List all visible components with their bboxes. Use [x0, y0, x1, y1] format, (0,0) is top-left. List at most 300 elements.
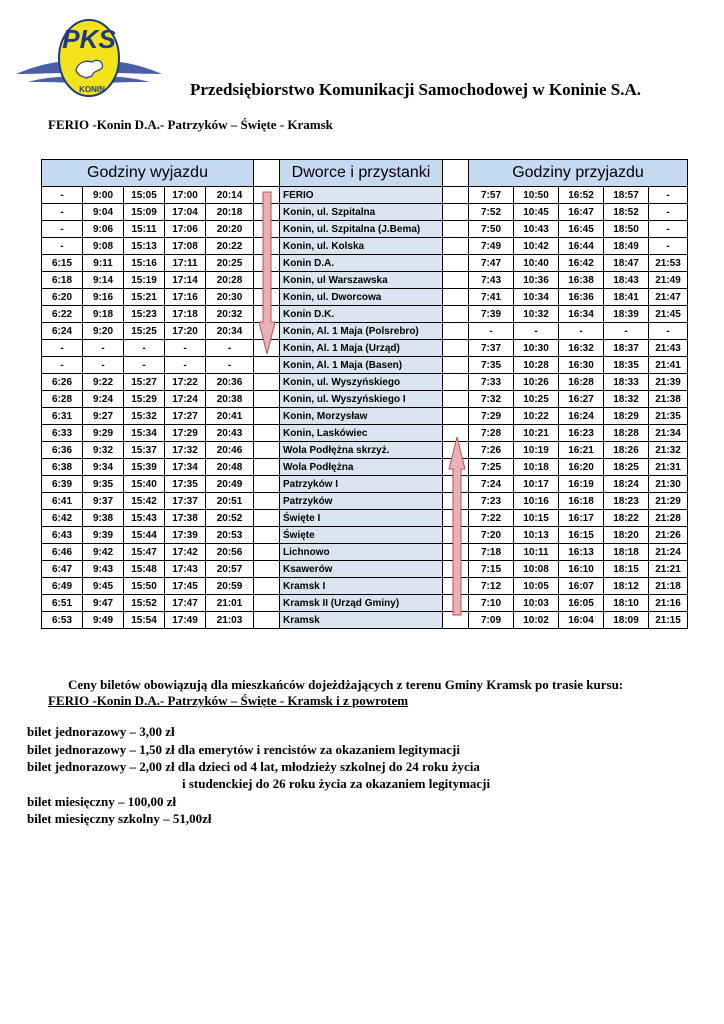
departure-time: 17:04	[165, 204, 206, 221]
departure-time: 9:34	[83, 459, 124, 476]
departure-time: 6:42	[42, 510, 83, 527]
arrival-time: 10:32	[514, 306, 559, 323]
departure-time: 15:09	[124, 204, 165, 221]
arrow-gap-left	[254, 306, 280, 323]
departure-time: -	[42, 238, 83, 255]
departure-time: 20:36	[206, 374, 254, 391]
arrival-time: 21:29	[649, 493, 688, 510]
departure-time: 17:43	[165, 561, 206, 578]
stop-name: Konin, Laskówiec	[280, 425, 443, 442]
stop-name: Konin, ul. Szpitalna	[280, 204, 443, 221]
ticket-price-monthly-school: bilet miesięczny szkolny – 51,00zł	[27, 811, 212, 826]
arrival-time: 18:50	[604, 221, 649, 238]
departure-time: 9:32	[83, 442, 124, 459]
arrow-gap-left	[254, 476, 280, 493]
arrow-gap-left	[254, 578, 280, 595]
departure-time: 15:52	[124, 595, 165, 612]
arrival-time: 7:41	[469, 289, 514, 306]
table-row	[42, 221, 688, 238]
arrival-time: 10:50	[514, 187, 559, 204]
prices-intro: Ceny biletów obowiązują dla mieszkańców dojeżdżających z terenu Gminy Kramsk po trasie kursu:	[68, 677, 624, 692]
departure-time: 20:53	[206, 527, 254, 544]
arrival-time: 10:21	[514, 425, 559, 442]
table-row	[42, 374, 688, 391]
arrival-header: Godziny przyjazdu	[469, 160, 688, 187]
arrival-time: 7:57	[469, 187, 514, 204]
arrival-time: 7:26	[469, 442, 514, 459]
arrival-time: 18:23	[604, 493, 649, 510]
arrow-gap-left	[254, 340, 280, 357]
arrival-time: 21:24	[649, 544, 688, 561]
departure-time: 9:18	[83, 306, 124, 323]
arrow-gap-right	[443, 459, 469, 476]
stop-name: Wola Podłężna skrzyż.	[280, 442, 443, 459]
arrival-time: 16:07	[559, 578, 604, 595]
departure-time: 20:59	[206, 578, 254, 595]
arrow-gap-right	[443, 289, 469, 306]
arrival-time: -	[649, 187, 688, 204]
departure-time: 9:35	[83, 476, 124, 493]
arrival-time: 21:21	[649, 561, 688, 578]
departure-time: 17:14	[165, 272, 206, 289]
arrow-gap-left	[254, 527, 280, 544]
arrival-time: 10:34	[514, 289, 559, 306]
arrival-time: 21:45	[649, 306, 688, 323]
departure-time: 17:29	[165, 425, 206, 442]
arrival-time: 10:03	[514, 595, 559, 612]
arrow-gap-left	[254, 204, 280, 221]
arrival-time: 18:39	[604, 306, 649, 323]
arrow-gap-left	[254, 612, 280, 629]
departure-time: 6:46	[42, 544, 83, 561]
arrival-time: 18:35	[604, 357, 649, 374]
table-row	[42, 391, 688, 408]
departure-time: 9:20	[83, 323, 124, 340]
arrival-time: 16:21	[559, 442, 604, 459]
table-row	[42, 612, 688, 629]
arrival-time: 18:25	[604, 459, 649, 476]
stop-name: Patrzyków	[280, 493, 443, 510]
arrow-gap-right	[443, 357, 469, 374]
table-row	[42, 442, 688, 459]
arrival-time: 21:16	[649, 595, 688, 612]
arrow-gap-right	[443, 425, 469, 442]
table-row	[42, 561, 688, 578]
table-row	[42, 255, 688, 272]
arrival-time: 18:43	[604, 272, 649, 289]
arrival-time: 10:26	[514, 374, 559, 391]
departure-time: 6:41	[42, 493, 83, 510]
arrival-time: 21:30	[649, 476, 688, 493]
departure-time: 15:34	[124, 425, 165, 442]
logo-subtext: KONIN	[79, 85, 105, 94]
arrow-gap-right	[443, 612, 469, 629]
departure-time: 15:13	[124, 238, 165, 255]
departure-time: 17:06	[165, 221, 206, 238]
arrival-time: 16:52	[559, 187, 604, 204]
departure-time: 9:08	[83, 238, 124, 255]
departure-time: 9:14	[83, 272, 124, 289]
departure-time: 9:42	[83, 544, 124, 561]
departure-time: 20:34	[206, 323, 254, 340]
departure-time: -	[42, 187, 83, 204]
arrival-time: -	[649, 323, 688, 340]
departure-time: 9:04	[83, 204, 124, 221]
arrival-time: 10:19	[514, 442, 559, 459]
stop-name: Konin, Morzysław	[280, 408, 443, 425]
arrow-gap-left	[254, 272, 280, 289]
departure-time: 21:03	[206, 612, 254, 629]
arrow-gap-right	[443, 442, 469, 459]
departure-time: 6:31	[42, 408, 83, 425]
arrow-gap-right	[443, 323, 469, 340]
arrow-gap-right	[443, 221, 469, 238]
stop-name: Kramsk II (Urząd Gminy)	[280, 595, 443, 612]
arrival-time: 18:12	[604, 578, 649, 595]
arrow-gap-left	[254, 238, 280, 255]
departure-time: 15:25	[124, 323, 165, 340]
departure-time: 9:27	[83, 408, 124, 425]
departure-time: 6:24	[42, 323, 83, 340]
departure-time: 15:44	[124, 527, 165, 544]
arrival-time: 10:25	[514, 391, 559, 408]
departure-time: 9:06	[83, 221, 124, 238]
departure-time: 9:29	[83, 425, 124, 442]
arrival-time: -	[604, 323, 649, 340]
arrival-time: 10:11	[514, 544, 559, 561]
arrival-time: 18:28	[604, 425, 649, 442]
departure-time: 6:38	[42, 459, 83, 476]
arrival-time: -	[649, 238, 688, 255]
departure-time: 17:00	[165, 187, 206, 204]
arrival-time: 10:18	[514, 459, 559, 476]
arrival-time: 21:32	[649, 442, 688, 459]
arrival-time: 16:05	[559, 595, 604, 612]
table-row	[42, 459, 688, 476]
departure-time: 15:43	[124, 510, 165, 527]
arrival-time: -	[649, 204, 688, 221]
arrival-time: 10:15	[514, 510, 559, 527]
departure-time: 15:16	[124, 255, 165, 272]
arrow-gap-left	[254, 187, 280, 204]
arrow-gap-right	[443, 391, 469, 408]
stop-name: Lichnowo	[280, 544, 443, 561]
arrival-time: 18:29	[604, 408, 649, 425]
arrival-time: 16:24	[559, 408, 604, 425]
arrival-time: 18:24	[604, 476, 649, 493]
departure-time: 6:47	[42, 561, 83, 578]
departure-time: -	[42, 340, 83, 357]
arrival-time: 16:20	[559, 459, 604, 476]
arrival-time: 10:08	[514, 561, 559, 578]
departure-time: 20:20	[206, 221, 254, 238]
arrival-time: 7:12	[469, 578, 514, 595]
departure-time: 20:43	[206, 425, 254, 442]
arrival-time: 10:17	[514, 476, 559, 493]
stop-name: Konin, ul. Kolska	[280, 238, 443, 255]
departure-time: 20:41	[206, 408, 254, 425]
departure-time: 6:49	[42, 578, 83, 595]
arrival-time: 16:27	[559, 391, 604, 408]
departure-time: 17:47	[165, 595, 206, 612]
arrival-time: 16:10	[559, 561, 604, 578]
arrival-time: 16:45	[559, 221, 604, 238]
departure-time: 17:39	[165, 527, 206, 544]
arrival-time: 16:19	[559, 476, 604, 493]
table-row	[42, 340, 688, 357]
departure-time: 9:16	[83, 289, 124, 306]
departure-time: 20:30	[206, 289, 254, 306]
arrival-time: 21:18	[649, 578, 688, 595]
departure-time: 6:39	[42, 476, 83, 493]
arrow-gap-right	[443, 272, 469, 289]
arrow-gap-right	[443, 476, 469, 493]
departure-time: 6:43	[42, 527, 83, 544]
arrival-time: 7:15	[469, 561, 514, 578]
departure-time: 15:21	[124, 289, 165, 306]
arrival-time: 7:50	[469, 221, 514, 238]
pks-konin-logo	[14, 18, 164, 100]
arrow-gap-left	[254, 442, 280, 459]
company-name: Przedsiębiorstwo Komunikacji Samochodowej w Koninie S.A.	[190, 80, 641, 99]
arrow-gap-right	[443, 306, 469, 323]
stop-name: Konin, Al. 1 Maja (Polsrebro)	[280, 323, 443, 340]
table-row	[42, 238, 688, 255]
table-row	[42, 544, 688, 561]
departure-time: 15:50	[124, 578, 165, 595]
arrival-time: 18:20	[604, 527, 649, 544]
arrival-time: 21:43	[649, 340, 688, 357]
arrival-time: 10:43	[514, 221, 559, 238]
departure-time: 20:48	[206, 459, 254, 476]
departure-time: 20:46	[206, 442, 254, 459]
arrow-gap-right	[443, 187, 469, 204]
ticket-price-youth-cont: i studenckiej do 26 roku życia za okazaniem legitymacji	[182, 776, 491, 791]
arrival-time: 18:37	[604, 340, 649, 357]
stop-name: Konin, ul. Dworcowa	[280, 289, 443, 306]
departure-time: -	[42, 204, 83, 221]
arrow-gap-right	[443, 578, 469, 595]
arrival-time: 21:39	[649, 374, 688, 391]
arrival-time: 10:36	[514, 272, 559, 289]
arrow-gap-left	[254, 595, 280, 612]
departure-time: 6:33	[42, 425, 83, 442]
arrival-time: 16:44	[559, 238, 604, 255]
arrival-time: 16:17	[559, 510, 604, 527]
arrow-gap-left	[254, 561, 280, 578]
arrow-gap-left	[254, 374, 280, 391]
departure-time: 15:11	[124, 221, 165, 238]
departure-time: 20:28	[206, 272, 254, 289]
ticket-price-monthly: bilet miesięczny – 100,00 zł	[27, 794, 177, 809]
departure-time: 20:22	[206, 238, 254, 255]
arrival-time: 7:18	[469, 544, 514, 561]
departure-time: 17:34	[165, 459, 206, 476]
arrow-gap-left	[254, 255, 280, 272]
arrival-time: 16:42	[559, 255, 604, 272]
departure-time: 9:49	[83, 612, 124, 629]
departure-time: 17:35	[165, 476, 206, 493]
arrival-time: 10:45	[514, 204, 559, 221]
arrival-time: 16:36	[559, 289, 604, 306]
departure-time: -	[165, 357, 206, 374]
departure-time: 20:18	[206, 204, 254, 221]
departure-time: 20:57	[206, 561, 254, 578]
departure-time: 21:01	[206, 595, 254, 612]
table-row	[42, 272, 688, 289]
stop-name: FERIO	[280, 187, 443, 204]
arrow-gap-right	[443, 527, 469, 544]
table-row	[42, 510, 688, 527]
departure-time: -	[42, 357, 83, 374]
departure-time: -	[83, 357, 124, 374]
table-row	[42, 323, 688, 340]
arrow-gap-left	[254, 425, 280, 442]
departure-header: Godziny wyjazdu	[42, 160, 254, 187]
arrival-time: 18:22	[604, 510, 649, 527]
departure-time: 20:51	[206, 493, 254, 510]
arrival-time: 21:41	[649, 357, 688, 374]
arrow-gap-right	[443, 408, 469, 425]
departure-time: -	[124, 340, 165, 357]
stops-header: Dworce i przystanki	[280, 160, 443, 187]
stop-name: Konin, ul. Wyszyńskiego I	[280, 391, 443, 408]
departure-time: -	[83, 340, 124, 357]
arrow-gap-right	[443, 204, 469, 221]
arrival-time: 18:15	[604, 561, 649, 578]
arrow-gap-left	[254, 510, 280, 527]
table-row	[42, 476, 688, 493]
arrow-gap-left	[254, 408, 280, 425]
departure-time: 9:38	[83, 510, 124, 527]
stop-name: Konin, ul. Wyszyńskiego	[280, 374, 443, 391]
departure-time: 9:43	[83, 561, 124, 578]
departure-time: 6:26	[42, 374, 83, 391]
departure-time: 15:40	[124, 476, 165, 493]
table-row	[42, 204, 688, 221]
departure-time: 15:37	[124, 442, 165, 459]
stop-name: Ksawerów	[280, 561, 443, 578]
departure-time: 6:28	[42, 391, 83, 408]
departure-time: 17:27	[165, 408, 206, 425]
arrival-time: 10:42	[514, 238, 559, 255]
departure-time: 15:27	[124, 374, 165, 391]
arrow-gap-left	[254, 544, 280, 561]
arrival-time: 7:37	[469, 340, 514, 357]
arrival-time: 21:53	[649, 255, 688, 272]
departure-time: 15:29	[124, 391, 165, 408]
arrival-time: 16:28	[559, 374, 604, 391]
stop-name: Święte	[280, 527, 443, 544]
arrival-time: -	[469, 323, 514, 340]
arrival-time: 10:40	[514, 255, 559, 272]
arrival-time: 16:38	[559, 272, 604, 289]
stop-name: Święte I	[280, 510, 443, 527]
departure-time: -	[124, 357, 165, 374]
arrow-gap-right	[443, 561, 469, 578]
departure-time: 6:20	[42, 289, 83, 306]
arrow-gap-right	[443, 493, 469, 510]
arrow-gap-right	[443, 374, 469, 391]
stop-name: Kramsk I	[280, 578, 443, 595]
departure-time: 17:18	[165, 306, 206, 323]
departure-time: 20:32	[206, 306, 254, 323]
arrival-time: 16:47	[559, 204, 604, 221]
departure-time: 15:54	[124, 612, 165, 629]
stop-name: Konin, ul. Szpitalna (J.Bema)	[280, 221, 443, 238]
arrival-time: 16:23	[559, 425, 604, 442]
arrival-time: 7:25	[469, 459, 514, 476]
departure-time: 9:24	[83, 391, 124, 408]
arrival-time: 10:05	[514, 578, 559, 595]
arrival-time: 21:31	[649, 459, 688, 476]
arrival-time: 21:35	[649, 408, 688, 425]
table-row	[42, 357, 688, 374]
arrival-time: 18:49	[604, 238, 649, 255]
arrow-gap-left	[254, 323, 280, 340]
arrival-time: 10:28	[514, 357, 559, 374]
stop-name: Wola Podłężna	[280, 459, 443, 476]
departure-time: 17:11	[165, 255, 206, 272]
departure-time: 20:52	[206, 510, 254, 527]
stop-name: Konin D.A.	[280, 255, 443, 272]
arrival-time: 18:47	[604, 255, 649, 272]
departure-time: 17:08	[165, 238, 206, 255]
timetable-body	[42, 187, 688, 629]
arrival-time: 18:52	[604, 204, 649, 221]
arrow-gap-left	[254, 391, 280, 408]
arrival-time: 18:10	[604, 595, 649, 612]
departure-time: 17:49	[165, 612, 206, 629]
arrival-time: 7:23	[469, 493, 514, 510]
arrival-time: 10:02	[514, 612, 559, 629]
arrival-time: 7:47	[469, 255, 514, 272]
departure-time: 15:19	[124, 272, 165, 289]
departure-time: 15:32	[124, 408, 165, 425]
departure-time: 6:22	[42, 306, 83, 323]
departure-time: 17:42	[165, 544, 206, 561]
departure-time: 17:16	[165, 289, 206, 306]
arrival-time: 10:13	[514, 527, 559, 544]
arrival-time: 7:28	[469, 425, 514, 442]
stop-name: Konin, Al. 1 Maja (Basen)	[280, 357, 443, 374]
arrival-time: 7:33	[469, 374, 514, 391]
departure-time: 6:51	[42, 595, 83, 612]
arrival-time: 18:26	[604, 442, 649, 459]
departure-time: 15:05	[124, 187, 165, 204]
arrival-time: 18:41	[604, 289, 649, 306]
stop-name: Konin, Al. 1 Maja (Urząd)	[280, 340, 443, 357]
arrival-time: 21:34	[649, 425, 688, 442]
stop-name: Kramsk	[280, 612, 443, 629]
arrival-time: -	[649, 221, 688, 238]
departure-time: 9:22	[83, 374, 124, 391]
arrival-time: 21:28	[649, 510, 688, 527]
departure-time: 15:42	[124, 493, 165, 510]
table-row	[42, 187, 688, 204]
arrival-time: 18:33	[604, 374, 649, 391]
arrival-time: 7:35	[469, 357, 514, 374]
ticket-price-senior: bilet jednorazowy – 1,50 zł dla emerytów i rencistów za okazaniem legitymacji	[27, 742, 460, 757]
arrival-time: 18:18	[604, 544, 649, 561]
arrival-time: 16:30	[559, 357, 604, 374]
arrival-time: 10:22	[514, 408, 559, 425]
arrow-gap-left	[254, 459, 280, 476]
arrival-time: 21:49	[649, 272, 688, 289]
departure-time: 9:11	[83, 255, 124, 272]
departure-time: 9:39	[83, 527, 124, 544]
departure-time: 20:56	[206, 544, 254, 561]
